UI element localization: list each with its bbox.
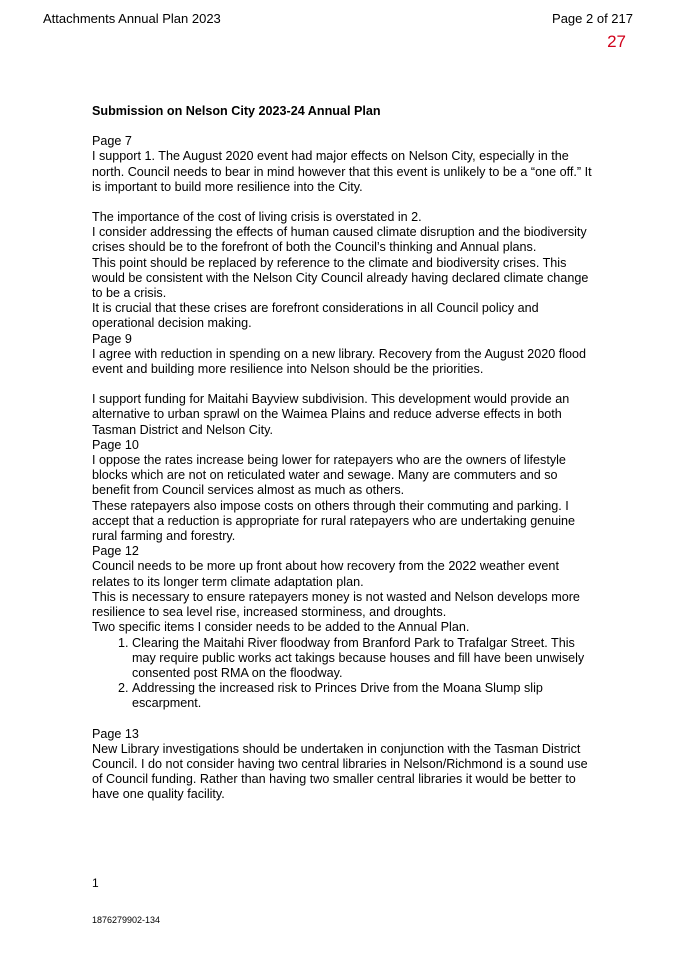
paragraph-gap [92, 195, 592, 210]
paragraph: I consider addressing the effects of human caused climate disruption and the biodiversity crises should be to the forefront of both the Council’s thinking and Annual plans. [92, 225, 587, 255]
paragraph: These ratepayers also impose costs on others through their commuting and parking. I accept that a reduction is appropriate for rural ratepayers who are undertaking genuine rural farming and forestry. [92, 498, 576, 544]
list-item: 2. Addressing the increased risk to Princes Drive from the Moana Slump slip escarpment. [132, 681, 592, 711]
header-document-title: Attachments Annual Plan 2023 [43, 11, 221, 26]
header-page-indicator: Page 2 of 217 [552, 11, 633, 26]
paragraph: I oppose the rates increase being lower for ratepayers who are the owners of lifestyle blocks which are not on reticulated water and sewage. Many are commuters and so benefit from Council services almost as much as others. [92, 453, 566, 498]
list-item: 1. Clearing the Maitahi River floodway from Branford Park to Trafalgar Street. This may require public works act takings because houses and fill have been unwisely consented post RMA on the floodway. [132, 636, 592, 682]
page-reference: Page 7 [92, 134, 132, 149]
page-reference: Page 12 [92, 544, 139, 559]
document-body [92, 104, 592, 803]
paragraph: It is crucial that these crises are forefront considerations in all Council policy and operational decision making. [92, 301, 539, 331]
submission-title: Submission on Nelson City 2023-24 Annual Plan [92, 104, 381, 118]
paragraph: Council needs to be more up front about how recovery from the 2022 weather event relates to its longer term climate adaptation plan. [92, 559, 559, 589]
paragraph: This is necessary to ensure ratepayers money is not wasted and Nelson develops more resilience to sea level rise, increased storminess, and droughts. [92, 589, 580, 620]
paragraph-gap [92, 712, 592, 727]
paragraph: I support 1. The August 2020 event had major effects on Nelson City, especially in the north. Council needs to bear in mind however that this event is unlikely to be a “one off.” It is important to build more resilience into the City. [92, 149, 592, 194]
submission-text [92, 134, 592, 802]
paragraph: I agree with reduction in spending on a new library. Recovery from the August 2020 flood event and building more resilience into Nelson should be the priorities. [92, 346, 587, 377]
footer-page-number: 1 [92, 876, 99, 890]
paragraph: Two specific items I consider needs to be added to the Annual Plan. [92, 620, 470, 635]
page-reference: Page 9 [92, 331, 132, 346]
paragraph: This point should be replaced by reference to the climate and biodiversity crises. This would be consistent with the Nelson City Council already having declared climate change to be a crisis. [92, 255, 589, 301]
paragraph: New Library investigations should be undertaken in conjunction with the Tasman District Council. I do not consider having two central libraries in Nelson/Richmond is a sound use of Council funding. Rather than having two smaller central libraries it would be better to have one quality facility. [92, 741, 588, 802]
paragraph-gap [92, 377, 592, 392]
footer-document-id: 1876279902-134 [92, 915, 161, 925]
paragraph: I support funding for Maitahi Bayview subdivision. This development would provide an alternative to urban sprawl on the Waimea Plains and reduce adverse effects in both Tasman District and Nelson City. [92, 392, 570, 437]
page-reference: Page 13 [92, 726, 139, 741]
paragraph: The importance of the cost of living crisis is overstated in 2. [92, 210, 422, 225]
numbered-list [92, 636, 592, 712]
page-reference: Page 10 [92, 437, 139, 452]
header-stamp-number: 27 [607, 32, 626, 51]
